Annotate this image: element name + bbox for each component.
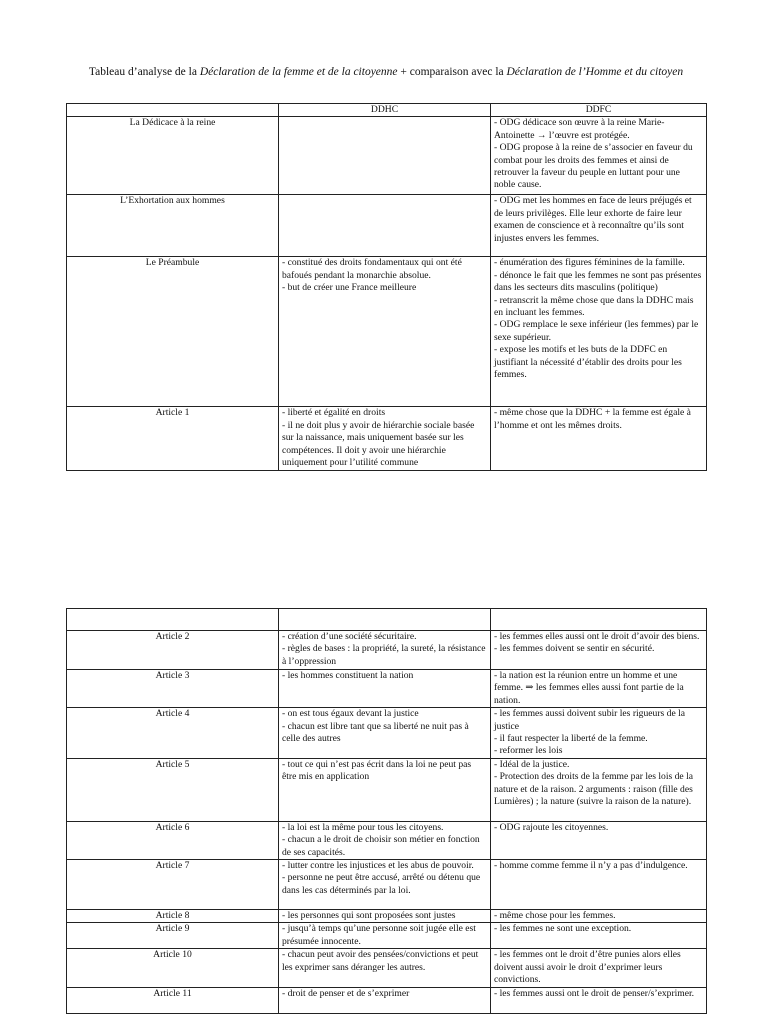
cell-line: - les hommes constituent la nation bbox=[282, 670, 414, 681]
cell-line: - ODG propose à la reine de s’associer en faveur du combat pour les droits des femmes et ainsi de retrouver la faveur du peuple en luttant pour une noble cause. bbox=[494, 142, 693, 191]
row-label: Article 6 bbox=[67, 821, 279, 859]
row-label: Article 8 bbox=[67, 910, 279, 923]
table-row bbox=[67, 923, 707, 949]
table-row bbox=[67, 195, 707, 257]
ddhc-cell bbox=[279, 195, 491, 257]
cell-line: - ODG rajoute les citoyennes. bbox=[494, 821, 609, 833]
row-label: Article 5 bbox=[67, 758, 279, 821]
table-row bbox=[67, 257, 707, 407]
ddfc-cell bbox=[491, 407, 707, 471]
cell-line: - expose les motifs et les buts de la DDFC en justifiant la nécessité d’établir des droits pour les femmes. bbox=[494, 344, 682, 381]
cell-line: - la loi est la même pour tous les citoyens. bbox=[282, 821, 444, 833]
table-row bbox=[67, 860, 707, 910]
cell-line: - il faut respecter la liberté de la femme. bbox=[494, 733, 648, 745]
title-italic-ddhc: Déclaration de l’Homme et du citoyen bbox=[506, 66, 684, 78]
ddhc-cell bbox=[279, 257, 491, 407]
cell-line: - il ne doit plus y avoir de hiérarchie sociale basée sur la naissance, mais uniquement basée sur les compétences. Il doit y avoir une hiérarchie uniquement pour l’utilité commune bbox=[282, 419, 475, 469]
table-row bbox=[67, 117, 707, 195]
cell-line: - homme comme femme il n’y a pas d’indulgence. bbox=[494, 860, 688, 872]
ddfc-cell bbox=[491, 923, 707, 949]
cell-line: - même chose pour les femmes. bbox=[494, 910, 616, 922]
cell-line: - chacun peut avoir des pensées/convictions et peut les exprimer sans déranger les autres. bbox=[282, 949, 479, 973]
row-label: Article 7 bbox=[67, 860, 279, 910]
row-label: Article 11 bbox=[67, 987, 279, 1013]
cell-line: - énumération des figures féminines de la famille. bbox=[494, 257, 685, 269]
cell-line: - ODG remplace le sexe inférieur (les femmes) par le sexe supérieur. bbox=[494, 319, 699, 343]
cell-line: - les femmes ne sont une exception. bbox=[494, 923, 632, 935]
table-header-row bbox=[67, 609, 707, 631]
cell-line: - les femmes elles aussi ont le droit d’avoir des biens. bbox=[494, 631, 700, 642]
header-cell-empty bbox=[67, 104, 279, 117]
table-row bbox=[67, 910, 707, 923]
ddfc-cell bbox=[491, 821, 707, 859]
cell-line: - chacun est libre tant que sa liberté ne nuit pas à celle des autres bbox=[282, 720, 469, 745]
table-row bbox=[67, 758, 707, 821]
ddhc-cell bbox=[279, 670, 491, 708]
ddfc-cell bbox=[491, 708, 707, 759]
cell-line: - on est tous égaux devant la justice bbox=[282, 708, 419, 720]
cell-line: - les personnes qui sont proposées sont justes bbox=[282, 910, 456, 922]
ddhc-cell bbox=[279, 987, 491, 1013]
cell-line: - lutter contre les injustices et les abus de pouvoir. bbox=[282, 860, 474, 872]
row-label: Article 1 bbox=[67, 407, 279, 471]
analysis-table-1 bbox=[66, 103, 707, 471]
document-title bbox=[66, 64, 706, 80]
ddfc-cell bbox=[491, 860, 707, 910]
table-row bbox=[67, 631, 707, 670]
cell-line: - jusqu’à temps qu’une personne soit jugée elle est présumée innocente. bbox=[282, 923, 476, 947]
ddfc-cell bbox=[491, 758, 707, 821]
ddhc-cell bbox=[279, 708, 491, 759]
table-row bbox=[67, 708, 707, 759]
header-cell-empty bbox=[67, 609, 279, 631]
cell-line: - liberté et égalité en droits bbox=[282, 407, 386, 419]
cell-line: - chacun a le droit de choisir son métier en fonction de ses capacités. bbox=[282, 834, 480, 858]
table-row bbox=[67, 987, 707, 1013]
cell-line: - les femmes doivent se sentir en sécurité. bbox=[494, 643, 655, 655]
ddhc-cell bbox=[279, 117, 491, 195]
header-cell-empty bbox=[279, 609, 491, 631]
row-label: Article 4 bbox=[67, 708, 279, 759]
cell-line: - droit de penser et de s’exprimer bbox=[282, 987, 410, 999]
ddhc-cell bbox=[279, 758, 491, 821]
header-cell-ddhc: DDHC bbox=[279, 104, 491, 117]
header-cell-empty bbox=[491, 609, 707, 631]
header-cell-ddfc: DDFC bbox=[491, 104, 707, 117]
cell-line: - les femmes aussi doivent subir les rigueurs de la justice bbox=[494, 708, 686, 732]
ddfc-cell bbox=[491, 117, 707, 195]
ddfc-cell bbox=[491, 257, 707, 407]
row-label: Article 2 bbox=[67, 631, 279, 670]
ddfc-cell bbox=[491, 195, 707, 257]
row-label: L’Exhortation aux hommes bbox=[67, 195, 279, 257]
ddhc-cell bbox=[279, 949, 491, 987]
cell-line: - but de créer une France meilleure bbox=[282, 282, 417, 294]
row-label: Article 9 bbox=[67, 923, 279, 949]
row-label: Article 10 bbox=[67, 949, 279, 987]
title-part-2: + comparaison avec la bbox=[397, 66, 507, 78]
cell-line: - ODG dédicace son œuvre à la reine Marie-Antoinette → l’œuvre est protégée. bbox=[494, 117, 665, 141]
ddfc-cell bbox=[491, 670, 707, 708]
row-label: La Dédicace à la reine bbox=[67, 117, 279, 195]
table-row bbox=[67, 949, 707, 987]
cell-line: - même chose que la DDHC + la femme est égale à l’homme et ont les mêmes droits. bbox=[494, 407, 691, 431]
cell-line: - retranscrit la même chose que dans la DDHC mais en incluant les femmes. bbox=[494, 294, 694, 319]
table-row bbox=[67, 670, 707, 708]
cell-line: - règles de bases : la propriété, la sureté, la résistance à l’oppression bbox=[282, 643, 486, 667]
title-italic-ddfc: Déclaration de la femme et de la citoyenne bbox=[199, 66, 398, 78]
ddhc-cell bbox=[279, 821, 491, 859]
cell-line: - création d’une société sécuritaire. bbox=[282, 631, 417, 642]
ddfc-cell bbox=[491, 949, 707, 987]
table-header-row bbox=[67, 104, 707, 117]
cell-line: - constitué des droits fondamentaux qui ont été bafoués pendant la monarchie absolue. bbox=[282, 257, 462, 281]
ddfc-cell bbox=[491, 987, 707, 1013]
cell-line: - la nation est la réunion entre un homme et une femme. ⇒ les femmes elles aussi font partie de la nation. bbox=[494, 670, 684, 706]
cell-line: - reformer les lois bbox=[494, 745, 563, 757]
ddhc-cell bbox=[279, 923, 491, 949]
row-label: Le Préambule bbox=[67, 257, 279, 407]
cell-line: - les femmes ont le droit d’être punies alors elles doivent aussi avoir le droit d’exprimer leurs convictions. bbox=[494, 949, 681, 986]
analysis-table-2 bbox=[66, 608, 707, 1014]
cell-line: - personne ne peut être accusé, arrêté ou détenu que dans les cas déterminés par la loi. bbox=[282, 872, 481, 896]
ddhc-cell bbox=[279, 631, 491, 670]
cell-line: - ODG met les hommes en face de leurs préjugés et de leurs privilèges. Elle leur exhorte de faire leur examen de conscience et à reconnaître qu’ils sont injustes envers les femmes. bbox=[494, 195, 692, 244]
cell-line: - Protection des droits de la femme par les lois de la nature et de la raison. 2 arguments : raison (fille des Lumières) ; la nature (suivre la raison de la nature). bbox=[494, 771, 694, 808]
ddhc-cell bbox=[279, 407, 491, 471]
ddfc-cell bbox=[491, 910, 707, 923]
title-part-1: Tableau d’analyse de la bbox=[88, 66, 200, 78]
ddfc-cell bbox=[491, 631, 707, 670]
cell-line: - Idéal de la justice. bbox=[494, 758, 570, 770]
table-row bbox=[67, 407, 707, 471]
row-label: Article 3 bbox=[67, 670, 279, 708]
cell-line: - dénonce le fait que les femmes ne sont pas présentes dans les secteurs dits masculins (politique) bbox=[494, 269, 702, 294]
ddhc-cell bbox=[279, 860, 491, 910]
cell-line: - tout ce qui n’est pas écrit dans la loi ne peut pas être mis en application bbox=[282, 758, 472, 783]
table-row bbox=[67, 821, 707, 859]
ddhc-cell bbox=[279, 910, 491, 923]
cell-line: - les femmes aussi ont le droit de penser/s’exprimer. bbox=[494, 987, 695, 999]
